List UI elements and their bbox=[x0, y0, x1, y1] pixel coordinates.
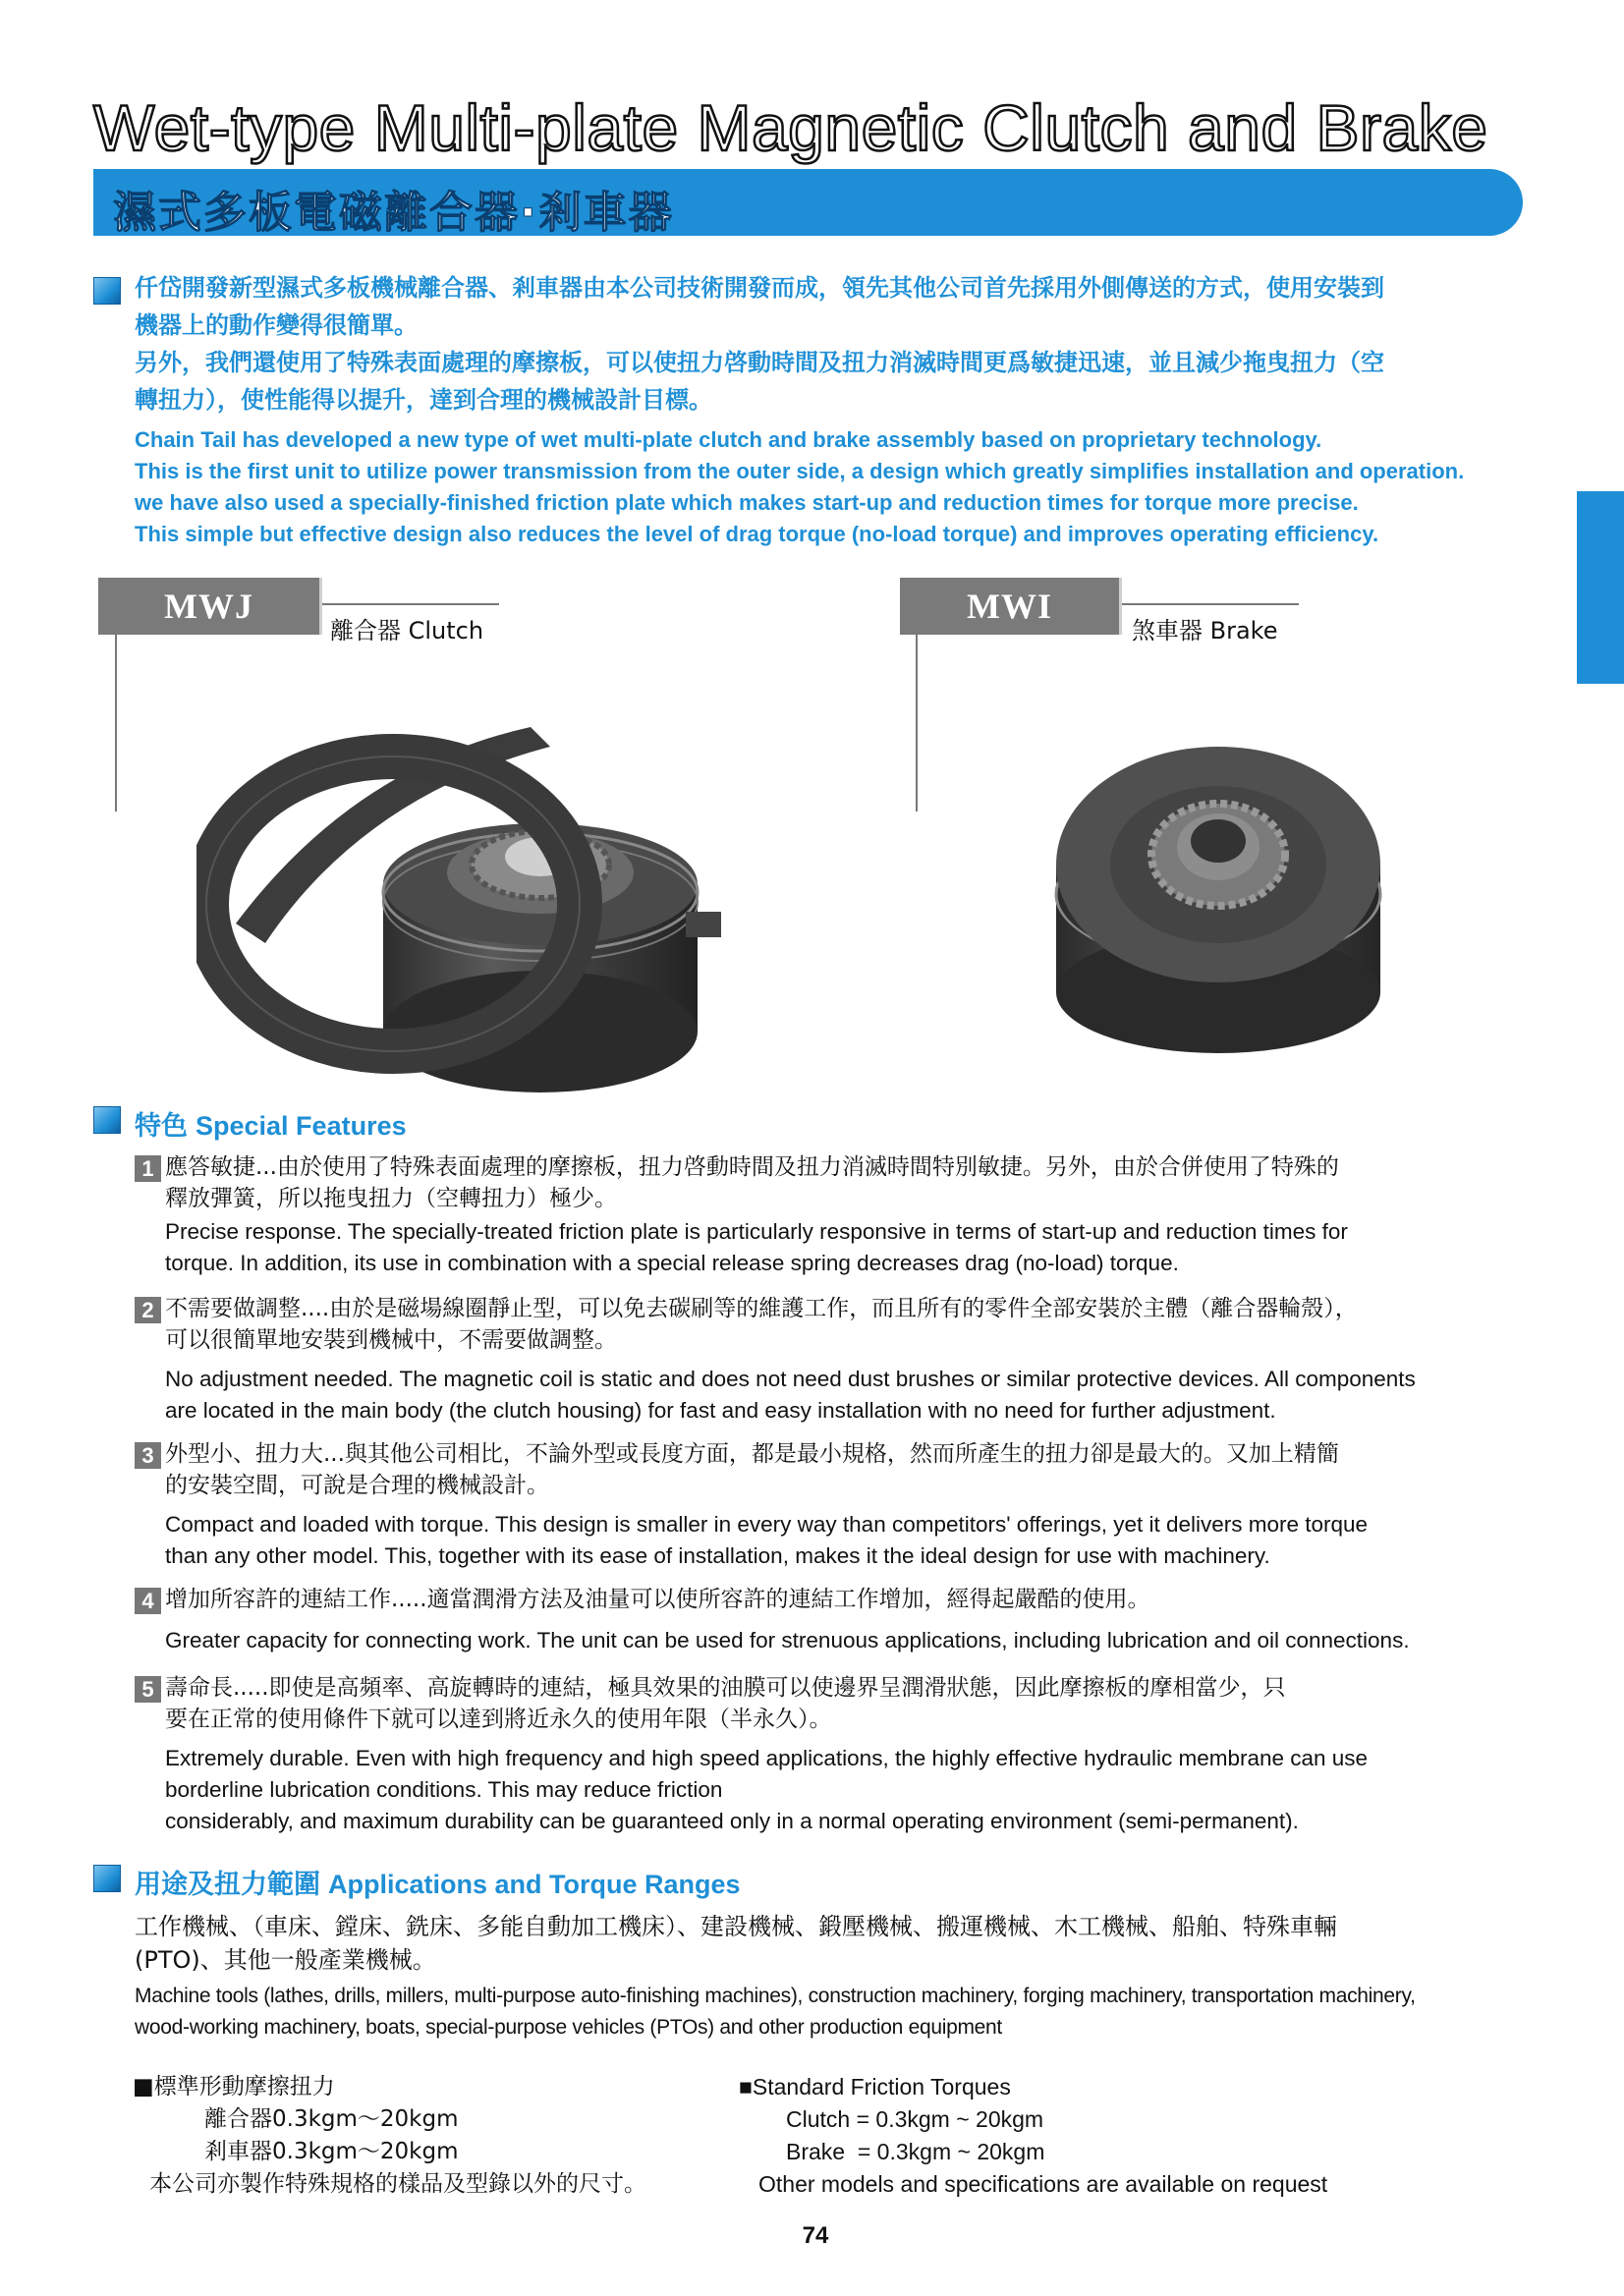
intro-zh-line: 轉扭力），使性能得以提升，達到合理的機械設計目標。 bbox=[135, 385, 712, 414]
intro-en-line: Chain Tail has developed a new type of wet multi-plate clutch and brake assembly based on proprietary technology. bbox=[135, 427, 1322, 452]
feature-en-line: No adjustment needed. The magnetic coil is static and does not need dust brushes or similar protective devices. All components bbox=[165, 1367, 1416, 1391]
intro-zh-line: 機器上的動作變得很簡單。 bbox=[135, 310, 418, 339]
feature-zh-line: 釋放彈簧，所以拖曳扭力（空轉扭力）極少。 bbox=[165, 1186, 617, 1211]
feature-zh-line: 可以很簡單地安裝到機械中，不需要做調整。 bbox=[165, 1327, 617, 1353]
applications-heading bbox=[135, 1863, 741, 1901]
applications-zh-line: (PTO)、其他一般產業機械。 bbox=[135, 1946, 436, 1974]
torque-clutch-en: Clutch = 0.3kgm ~ 20kgm bbox=[786, 2106, 1044, 2132]
feature-en-line: Extremely durable. Even with high frequency and high speed applications, the highly effective hydraulic membrane can use bbox=[165, 1746, 1369, 1770]
section-square-icon bbox=[93, 1106, 121, 1134]
feature-zh-line: 不需要做調整....由於是磁場線圈靜止型，可以免去碳刷等的維護工作，而且所有的零件全部安裝於主體（離合器輪殼）， bbox=[165, 1296, 1358, 1321]
title-banner bbox=[93, 169, 1523, 236]
feature-number: 1 bbox=[135, 1155, 161, 1182]
page-title-zh: 濕式多板電磁離合器·剎車器 bbox=[113, 188, 674, 238]
torque-brake-en: Brake = 0.3kgm ~ 20kgm bbox=[786, 2139, 1045, 2164]
applications-heading-zh: 用途及扭力範圍 bbox=[135, 1870, 320, 1900]
section-square-icon bbox=[93, 1865, 121, 1892]
intro-zh-line: 仟岱開發新型濕式多板機械離合器、剎車器由本公司技術開發而成，領先其他公司首先採用外側傳送的方式，使用安裝到 bbox=[135, 273, 1384, 302]
brake-product-image bbox=[1041, 737, 1395, 1071]
features-heading-en: Special Features bbox=[196, 1111, 407, 1141]
feature-en-line: torque. In addition, its use in combination with a special release spring decreases drag (no-load) torque. bbox=[165, 1251, 1179, 1275]
torque-heading-zh: ■標準形動摩擦扭力 bbox=[133, 2074, 335, 2100]
feature-number: 2 bbox=[135, 1297, 161, 1323]
feature-zh-line: 外型小、扭力大...與其他公司相比，不論外型或長度方面，都是最小規格，然而所產生的扭力卻是最大的。又加上精簡 bbox=[165, 1441, 1339, 1467]
feature-en-line: Precise response. The specially-treated friction plate is particularly responsive in terms of start-up and reduction times for bbox=[165, 1219, 1348, 1244]
model-rule bbox=[916, 635, 918, 812]
torque-clutch-zh: 離合器0.3kgm〜20kgm bbox=[204, 2106, 459, 2132]
applications-en-line: Machine tools (lathes, drills, millers, multi-purpose auto-finishing machines), construction machinery, forging machinery, transportation machinery, bbox=[135, 1985, 1416, 2007]
feature-zh-line: 要在正常的使用條件下就可以達到將近永久的使用年限（半永久）。 bbox=[165, 1707, 832, 1732]
torque-heading-en: ■Standard Friction Torques bbox=[739, 2074, 1011, 2100]
model-caption-clutch: 離合器 Clutch bbox=[330, 617, 484, 644]
applications-zh-line: 工作機械、（車床、鏜床、銑床、多能自動加工機床）、建設機械、鍛壓機械、搬運機械、木工機械、船舶、特殊車輛 bbox=[135, 1913, 1337, 1940]
torque-brake-zh: 剎車器0.3kgm〜20kgm bbox=[204, 2139, 459, 2164]
model-rule bbox=[322, 603, 499, 605]
feature-en-line: Compact and loaded with torque. This design is smaller in every way than competitors' offerings, yet it delivers more torque bbox=[165, 1512, 1369, 1537]
feature-zh-line: 壽命長.....即使是高頻率、高旋轉時的連結，極具效果的油膜可以使邊界呈潤滑狀態，因此摩擦板的摩相當少，只 bbox=[165, 1675, 1286, 1701]
features-heading bbox=[135, 1104, 407, 1143]
feature-number: 3 bbox=[135, 1442, 161, 1469]
model-rule bbox=[1122, 603, 1299, 605]
torque-note-zh: 本公司亦製作特殊規格的樣品及型錄以外的尺寸。 bbox=[149, 2171, 646, 2197]
torque-note-en: Other models and specifications are available on request bbox=[758, 2171, 1328, 2197]
intro-en-line: This is the first unit to utilize power transmission from the outer side, a design which greatly simplifies installation and operation. bbox=[135, 459, 1465, 483]
model-code-mwi: MWI bbox=[900, 578, 1122, 635]
feature-en-line: considerably, and maximum durability can be guaranteed only in a normal operating environment (semi-permanent). bbox=[165, 1809, 1299, 1833]
feature-zh-line: 的安裝空間，可說是合理的機械設計。 bbox=[165, 1473, 549, 1498]
clutch-product-image bbox=[196, 688, 786, 1100]
model-rule bbox=[115, 635, 117, 812]
features-heading-zh: 特色 bbox=[135, 1111, 188, 1142]
feature-number: 5 bbox=[135, 1676, 161, 1703]
intro-zh-line: 另外，我們還使用了特殊表面處理的摩擦板，可以使扭力啓動時間及扭力消滅時間更爲敏捷迅速，並且減少拖曳扭力（空 bbox=[135, 348, 1384, 376]
feature-zh-line: 應答敏捷...由於使用了特殊表面處理的摩擦板，扭力啓動時間及扭力消滅時間特別敏捷。另外，由於合併使用了特殊的 bbox=[165, 1154, 1339, 1180]
model-code-mwj: MWJ bbox=[98, 578, 322, 635]
feature-en-line: borderline lubrication conditions. This may reduce friction bbox=[165, 1777, 723, 1802]
page-title: Wet-type Multi-plate Magnetic Clutch and Brake bbox=[93, 91, 1488, 164]
feature-zh-line: 增加所容許的連結工作.....適當潤滑方法及油量可以使所容許的連結工作增加，經得起嚴酷的使用。 bbox=[165, 1587, 1150, 1612]
intro-en-line: we have also used a specially-finished friction plate which makes start-up and reduction times for torque more precise. bbox=[135, 490, 1359, 515]
side-tab-marker bbox=[1577, 491, 1624, 684]
feature-en-line: Greater capacity for connecting work. The unit can be used for strenuous applications, including lubrication and oil connections. bbox=[165, 1628, 1410, 1652]
feature-en-line: than any other model. This, together with its ease of installation, makes it the ideal design for use with machinery. bbox=[165, 1543, 1270, 1568]
applications-en-line: wood-working machinery, boats, special-purpose vehicles (PTOs) and other production equipment bbox=[135, 2016, 1002, 2039]
page-number: 74 bbox=[802, 2222, 829, 2249]
feature-number: 4 bbox=[135, 1588, 161, 1614]
section-square-icon bbox=[93, 277, 121, 305]
model-caption-brake: 煞車器 Brake bbox=[1132, 617, 1278, 644]
applications-heading-en: Applications and Torque Ranges bbox=[328, 1870, 741, 1899]
intro-en-line: This simple but effective design also reduces the level of drag torque (no-load torque) and improves operating efficiency. bbox=[135, 522, 1379, 546]
feature-en-line: are located in the main body (the clutch housing) for fast and easy installation with no need for further adjustment. bbox=[165, 1398, 1276, 1423]
